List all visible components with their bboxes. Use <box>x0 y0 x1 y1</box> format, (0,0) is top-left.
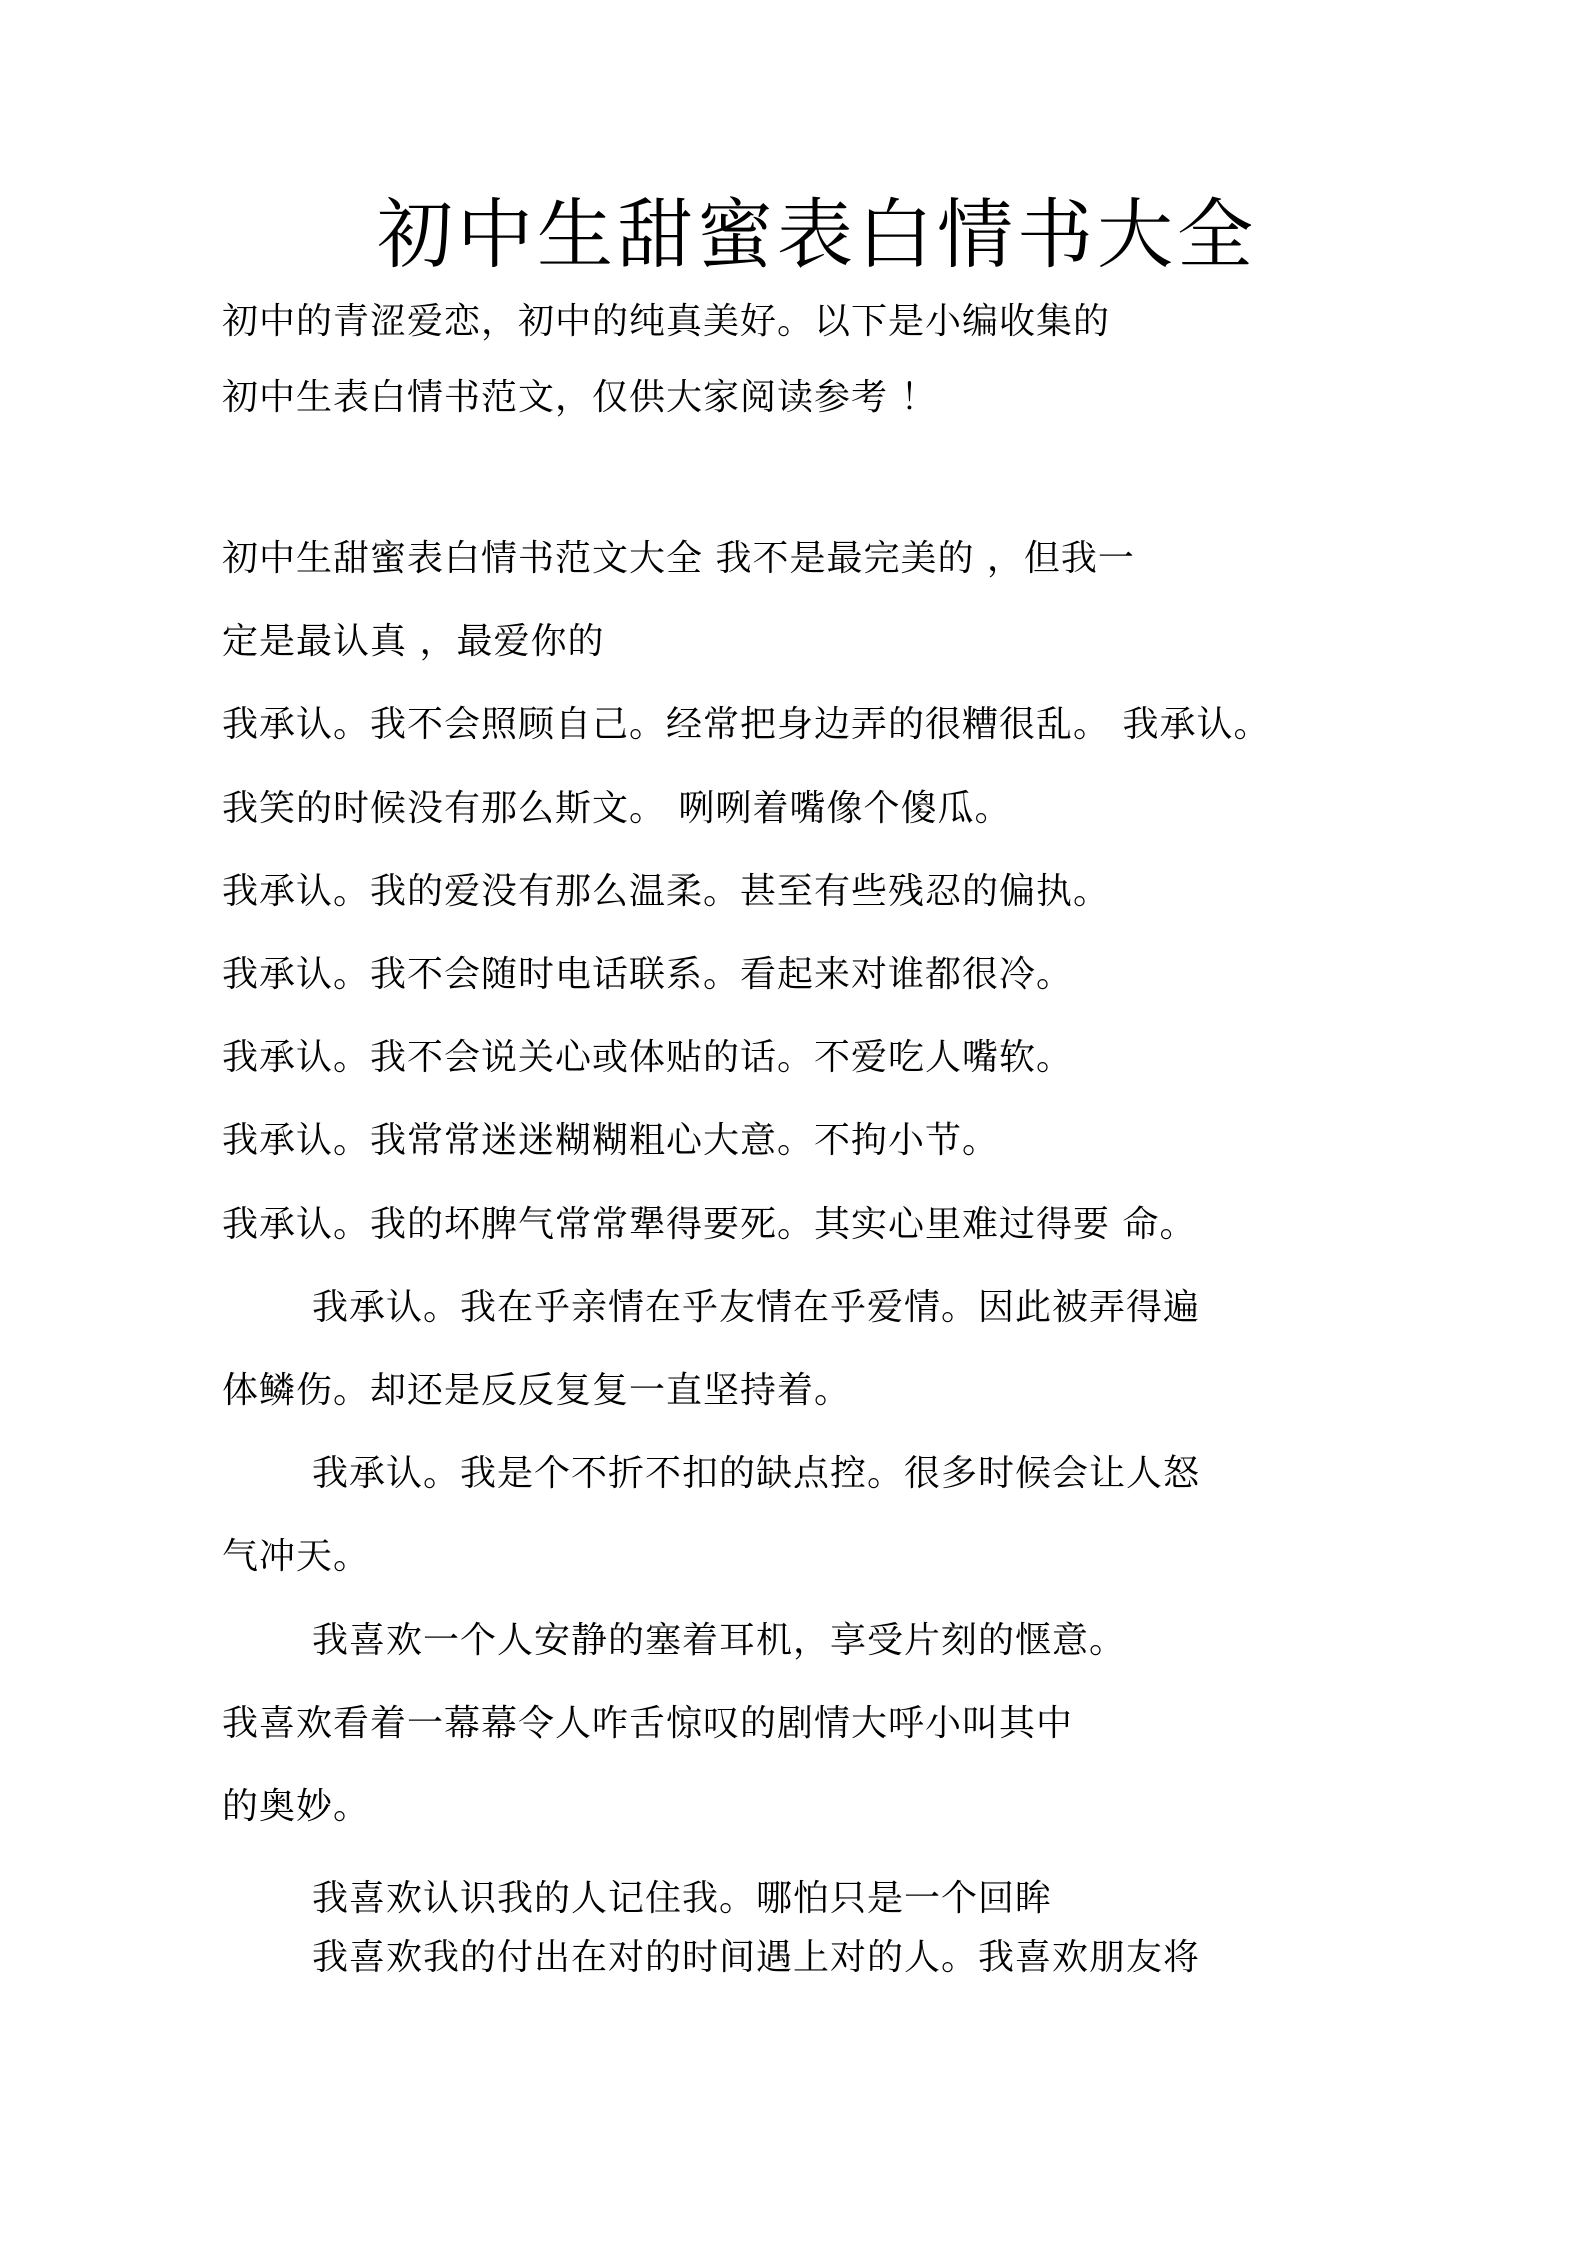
paragraph-line: 初中的青涩爱恋，初中的纯真美好。以下是小编收集的 <box>222 301 1111 342</box>
document-title: 初中生甜蜜表白情书大全 <box>377 190 1257 279</box>
paragraph-line: 我喜欢看着一幕幕令人咋舌惊叹的剧情大呼小叫其中 <box>222 1703 1074 1744</box>
paragraph-line: 我承认。我的爱没有那么温柔。甚至有些残忍的偏执。 <box>222 871 1111 912</box>
paragraph-line: 我喜欢认识我的人记住我。哪怕只是一个回眸 <box>312 1878 1053 1919</box>
paragraph-line: 我承认。我常常迷迷糊糊粗心大意。不拘小节。 <box>222 1120 1000 1161</box>
paragraph-line: 体鳞伤。却还是反反复复一直坚持着。 <box>222 1370 852 1411</box>
paragraph-line: 我喜欢一个人安静的塞着耳机，享受片刻的惬意。 <box>312 1620 1127 1661</box>
paragraph-line: 我承认。我不会说关心或体贴的话。不爱吃人嘴软。 <box>222 1037 1074 1078</box>
paragraph-line: 我承认。我的坏脾气常常犟得要死。其实心里难过得要 命。 <box>222 1204 1197 1245</box>
paragraph-line: 我喜欢我的付出在对的时间遇上对的人。我喜欢朋友将 <box>312 1937 1201 1978</box>
paragraph-line: 定是最认真 ，最爱你的 <box>222 621 605 662</box>
paragraph-line: 初中生甜蜜表白情书范文大全 我不是最完美的 ，但我一 <box>222 538 1135 579</box>
paragraph-line: 我承认。我在乎亲情在乎友情在乎爱情。因此被弄得遍 <box>312 1287 1201 1328</box>
paragraph-line: 我承认。我是个不折不扣的缺点控。很多时候会让人怒 <box>312 1453 1201 1494</box>
paragraph-line: 气冲天。 <box>222 1536 371 1577</box>
paragraph-line: 的奥妙。 <box>222 1786 371 1827</box>
paragraph-line: 初中生表白情书范文，仅供大家阅读参考 ！ <box>222 377 938 418</box>
paragraph-line: 我笑的时候没有那么斯文。 咧咧着嘴像个傻瓜。 <box>222 788 1012 829</box>
paragraph-line: 我承认。我不会随时电话联系。看起来对谁都很冷。 <box>222 954 1074 995</box>
paragraph-line: 我承认。我不会照顾自己。经常把身边弄的很糟很乱。 我承认。 <box>222 704 1271 745</box>
